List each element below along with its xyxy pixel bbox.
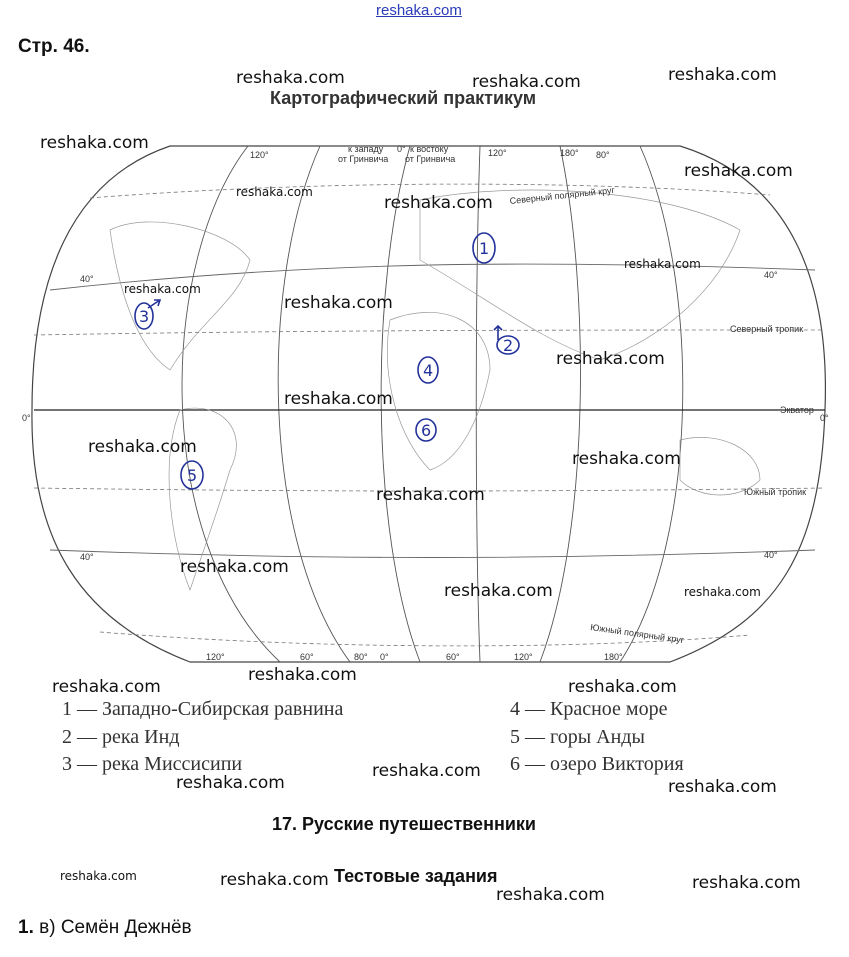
africa-sketch	[387, 312, 490, 470]
map-label-40n-right: 40°	[764, 270, 778, 280]
watermark: reshaka.com	[496, 885, 605, 905]
map-label-west-2: от Гринвича	[338, 154, 389, 164]
legend-item-2: 2 — река Инд	[62, 726, 180, 748]
watermark: reshaka.com	[236, 68, 345, 88]
map-title: Картографический практикум	[270, 88, 537, 108]
map-label-40s-left: 40°	[80, 552, 94, 562]
marker-5: 5	[187, 466, 198, 485]
map-label-lon60e-bottom: 60°	[446, 652, 460, 662]
map-label-lon0-bottom: 0°	[380, 652, 389, 662]
answer-text: в) Семён Дежнёв	[39, 917, 192, 938]
marker-3: 3	[139, 307, 150, 326]
map-label-antarctic: Южный полярный круг	[589, 622, 685, 646]
watermark: reshaka.com	[88, 437, 197, 457]
map-label-zero-right: 0°	[820, 413, 829, 423]
legend-item-6: 6 — озеро Виктория	[510, 753, 684, 775]
map-label-west: к западу	[348, 144, 384, 154]
watermark: reshaka.com	[124, 282, 201, 296]
subsection-title: Тестовые задания	[334, 866, 498, 886]
map-label-40n-left: 40°	[80, 274, 94, 284]
map-label-arctic: Северный полярный круг	[509, 185, 616, 206]
watermark: reshaka.com	[284, 389, 393, 409]
legend-item-1: 1 — Западно-Сибирская равнина	[62, 698, 344, 720]
map-label-lon80-top: 80°	[596, 150, 610, 160]
meridian	[182, 146, 280, 662]
map-label-lon120e-top: 120°	[488, 148, 507, 158]
map-label-east: к востоку	[410, 144, 449, 154]
watermark: reshaka.com	[568, 677, 677, 697]
marker-2: 2	[503, 336, 514, 355]
watermark: reshaka.com	[572, 449, 681, 469]
map-label-zero-top: 0°	[397, 144, 406, 154]
watermark: reshaka.com	[180, 557, 289, 577]
watermark: reshaka.com	[248, 665, 357, 685]
parallel-40s	[50, 550, 815, 558]
map-label-equator: Экватор	[780, 405, 814, 415]
map-label-lon180-top: 180°	[560, 148, 579, 158]
legend-item-4: 4 — Красное море	[510, 698, 668, 720]
map-label-lon80-bottom: 80°	[354, 652, 368, 662]
watermark: reshaka.com	[668, 65, 777, 85]
watermark: reshaka.com	[684, 585, 761, 599]
watermark: reshaka.com	[692, 873, 801, 893]
tropic-north-line	[34, 330, 825, 335]
map-label-lon60w-bottom: 60°	[300, 652, 314, 662]
watermark: reshaka.com	[52, 677, 161, 697]
watermark: reshaka.com	[284, 293, 393, 313]
watermark-top-link[interactable]: reshaka.com	[376, 2, 462, 19]
map-label-lon120w-bottom: 120°	[206, 652, 225, 662]
marker-3-arrow	[148, 300, 160, 308]
legend-item-5: 5 — горы Анды	[510, 726, 645, 748]
watermark: reshaka.com	[384, 193, 493, 213]
watermark: reshaka.com	[40, 133, 149, 153]
map-label-lon120e-bottom: 120°	[514, 652, 533, 662]
map-label-zero-left: 0°	[22, 413, 31, 423]
watermark: reshaka.com	[472, 72, 581, 92]
watermark: reshaka.com	[372, 761, 481, 781]
section-title: 17. Русские путешественники	[272, 814, 536, 834]
map-label-lon120w-top: 120°	[250, 150, 269, 160]
map-label-tropic-n: Северный тропик	[730, 324, 804, 334]
marker-4: 4	[423, 361, 434, 380]
watermark: reshaka.com	[624, 257, 701, 271]
watermark: reshaka.com	[236, 185, 313, 199]
watermark: reshaka.com	[220, 870, 329, 890]
watermark: reshaka.com	[444, 581, 553, 601]
answer-number: 1.	[18, 917, 34, 938]
map-label-tropic-s: Южный тропик	[744, 487, 807, 497]
page-number: Стр. 46.	[18, 36, 90, 57]
legend-item-3: 3 — река Миссисипи	[62, 753, 243, 775]
watermark: reshaka.com	[376, 485, 485, 505]
answer-line	[18, 917, 192, 939]
watermark: reshaka.com	[556, 349, 665, 369]
map-label-40s-right: 40°	[764, 550, 778, 560]
map-label-east-2: от Гринвича	[405, 154, 456, 164]
watermark: reshaka.com	[60, 869, 137, 883]
watermark: reshaka.com	[684, 161, 793, 181]
watermark: reshaka.com	[668, 777, 777, 797]
marker-6: 6	[421, 421, 432, 440]
watermark: reshaka.com	[176, 773, 285, 793]
map-label-lon180-bottom: 180°	[604, 652, 623, 662]
marker-1: 1	[479, 239, 490, 258]
